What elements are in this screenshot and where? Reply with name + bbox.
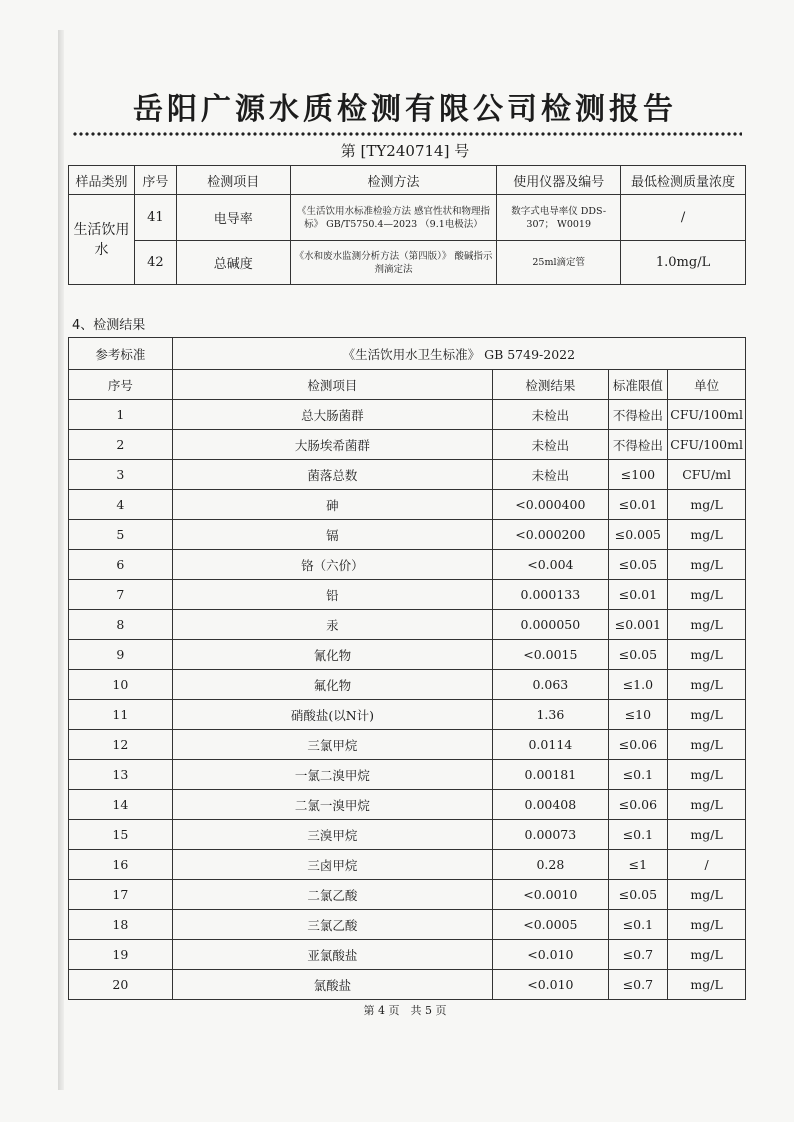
result-limit-cell: ≤0.05 — [608, 550, 668, 580]
result-value-cell: 0.00073 — [493, 820, 608, 850]
result-no-cell: 7 — [69, 580, 173, 610]
result-value-cell: 未检出 — [493, 400, 608, 430]
header-cell: 序号 — [69, 370, 173, 400]
method-desc-cell: 《生活饮用水标准检验方法 感官性状和物理指标》 GB/T5750.4—2023 （9.1电极法） — [290, 195, 497, 241]
header-cell: 样品类别 — [69, 166, 135, 195]
result-limit-cell: ≤0.1 — [608, 910, 668, 940]
result-limit-cell: ≤0.7 — [608, 940, 668, 970]
result-value-cell: 0.28 — [493, 850, 608, 880]
result-value-cell: 0.000050 — [493, 610, 608, 640]
header-cell: 使用仪器及编号 — [497, 166, 621, 195]
result-no-cell: 18 — [69, 910, 173, 940]
report-number: 第 [TY240714] 号 — [340, 142, 470, 160]
result-unit-cell: CFU/100ml — [668, 430, 746, 460]
table-row — [69, 460, 746, 490]
result-unit-cell: mg/L — [668, 580, 746, 610]
header-cell: 检测项目 — [172, 370, 492, 400]
result-no-cell: 19 — [69, 940, 173, 970]
result-limit-cell: ≤10 — [608, 700, 668, 730]
results-body — [69, 400, 746, 1000]
result-no-cell: 16 — [69, 850, 173, 880]
result-item-cell: 铬（六价） — [172, 550, 492, 580]
result-item-cell: 三溴甲烷 — [172, 820, 492, 850]
result-no-cell: 14 — [69, 790, 173, 820]
result-value-cell: <0.0015 — [493, 640, 608, 670]
result-item-cell: 氟化物 — [172, 670, 492, 700]
result-no-cell: 8 — [69, 610, 173, 640]
method-instrument-cell: 数字式电导率仪 DDS-307； W0019 — [497, 195, 621, 241]
result-limit-cell: ≤0.05 — [608, 640, 668, 670]
result-unit-cell: mg/L — [668, 490, 746, 520]
table-row — [69, 400, 746, 430]
result-value-cell: 0.00408 — [493, 790, 608, 820]
header-cell: 标准限值 — [608, 370, 668, 400]
method-no-cell: 42 — [134, 241, 176, 285]
method-instrument-cell: 25ml滴定管 — [497, 241, 621, 285]
result-value-cell: 未检出 — [493, 460, 608, 490]
result-no-cell: 3 — [69, 460, 173, 490]
result-item-cell: 总大肠菌群 — [172, 400, 492, 430]
result-unit-cell: mg/L — [668, 910, 746, 940]
result-limit-cell: ≤1.0 — [608, 670, 668, 700]
result-value-cell: <0.000200 — [493, 520, 608, 550]
table-row — [69, 970, 746, 1000]
result-no-cell: 12 — [69, 730, 173, 760]
sample-category-cell: 生活饮用水 — [69, 195, 135, 285]
report-title: 岳阳广源水质检测有限公司检测报告 — [133, 92, 677, 127]
methods-row — [69, 241, 746, 285]
result-item-cell: 大肠埃希菌群 — [172, 430, 492, 460]
header-cell: 最低检测质量浓度 — [621, 166, 746, 195]
result-value-cell: 0.00181 — [493, 760, 608, 790]
result-unit-cell: mg/L — [668, 670, 746, 700]
result-limit-cell: ≤0.06 — [608, 790, 668, 820]
result-limit-cell: ≤0.001 — [608, 610, 668, 640]
methods-table — [68, 165, 746, 285]
table-row — [69, 880, 746, 910]
table-row — [69, 670, 746, 700]
table-row — [69, 610, 746, 640]
result-value-cell: <0.000400 — [493, 490, 608, 520]
result-limit-cell: ≤0.06 — [608, 730, 668, 760]
result-item-cell: 砷 — [172, 490, 492, 520]
result-unit-cell: mg/L — [668, 790, 746, 820]
result-item-cell: 亚氯酸盐 — [172, 940, 492, 970]
header-cell: 序号 — [134, 166, 176, 195]
table-row — [69, 430, 746, 460]
results-table — [68, 337, 746, 1000]
result-limit-cell: ≤0.005 — [608, 520, 668, 550]
result-value-cell: <0.0005 — [493, 910, 608, 940]
result-item-cell: 三氯甲烷 — [172, 730, 492, 760]
result-value-cell: 1.36 — [493, 700, 608, 730]
result-unit-cell: mg/L — [668, 760, 746, 790]
result-no-cell: 9 — [69, 640, 173, 670]
result-limit-cell: ≤0.1 — [608, 760, 668, 790]
result-limit-cell: ≤0.7 — [608, 970, 668, 1000]
reference-row — [69, 338, 746, 370]
result-item-cell: 汞 — [172, 610, 492, 640]
result-unit-cell: mg/L — [668, 700, 746, 730]
result-no-cell: 20 — [69, 970, 173, 1000]
result-limit-cell: 不得检出 — [608, 400, 668, 430]
result-item-cell: 硝酸盐(以N计) — [172, 700, 492, 730]
result-limit-cell: ≤100 — [608, 460, 668, 490]
result-item-cell: 三卤甲烷 — [172, 850, 492, 880]
result-no-cell: 6 — [69, 550, 173, 580]
result-item-cell: 镉 — [172, 520, 492, 550]
result-item-cell: 菌落总数 — [172, 460, 492, 490]
method-item-cell: 总碱度 — [176, 241, 290, 285]
scan-edge — [58, 30, 64, 1090]
table-row — [69, 580, 746, 610]
method-min-conc-cell: 1.0mg/L — [621, 241, 746, 285]
result-no-cell: 15 — [69, 820, 173, 850]
result-value-cell: 0.000133 — [493, 580, 608, 610]
result-value-cell: 未检出 — [493, 430, 608, 460]
result-item-cell: 二氯一溴甲烷 — [172, 790, 492, 820]
table-row — [69, 700, 746, 730]
reference-label: 参考标准 — [69, 338, 173, 370]
table-row — [69, 820, 746, 850]
table-row — [69, 940, 746, 970]
table-row — [69, 910, 746, 940]
table-row — [69, 520, 746, 550]
result-item-cell: 氯酸盐 — [172, 970, 492, 1000]
methods-row — [69, 195, 746, 241]
header-cell: 单位 — [668, 370, 746, 400]
method-min-conc-cell: / — [621, 195, 746, 241]
result-no-cell: 5 — [69, 520, 173, 550]
result-unit-cell: mg/L — [668, 820, 746, 850]
result-value-cell: 0.0114 — [493, 730, 608, 760]
result-value-cell: <0.0010 — [493, 880, 608, 910]
result-no-cell: 13 — [69, 760, 173, 790]
result-no-cell: 4 — [69, 490, 173, 520]
dotted-divider — [72, 131, 742, 137]
result-limit-cell: ≤1 — [608, 850, 668, 880]
result-value-cell: <0.004 — [493, 550, 608, 580]
table-row — [69, 640, 746, 670]
result-value-cell: <0.010 — [493, 970, 608, 1000]
result-limit-cell: 不得检出 — [608, 430, 668, 460]
section-title: 4、检测结果 — [72, 318, 146, 333]
result-no-cell: 10 — [69, 670, 173, 700]
header-cell: 检测结果 — [493, 370, 608, 400]
method-desc-cell: 《水和废水监测分析方法（第四版）》 酸碱指示剂滴定法 — [290, 241, 497, 285]
result-item-cell: 铅 — [172, 580, 492, 610]
result-unit-cell: mg/L — [668, 550, 746, 580]
method-item-cell: 电导率 — [176, 195, 290, 241]
result-item-cell: 氰化物 — [172, 640, 492, 670]
result-limit-cell: ≤0.01 — [608, 490, 668, 520]
method-no-cell: 41 — [134, 195, 176, 241]
result-unit-cell: mg/L — [668, 970, 746, 1000]
table-row — [69, 790, 746, 820]
result-no-cell: 11 — [69, 700, 173, 730]
result-unit-cell: mg/L — [668, 610, 746, 640]
table-row — [69, 550, 746, 580]
results-header-row — [69, 370, 746, 400]
result-item-cell: 一氯二溴甲烷 — [172, 760, 492, 790]
result-unit-cell: mg/L — [668, 730, 746, 760]
result-item-cell: 三氯乙酸 — [172, 910, 492, 940]
result-limit-cell: ≤0.05 — [608, 880, 668, 910]
result-unit-cell: / — [668, 850, 746, 880]
result-limit-cell: ≤0.1 — [608, 820, 668, 850]
result-unit-cell: mg/L — [668, 940, 746, 970]
result-no-cell: 2 — [69, 430, 173, 460]
result-no-cell: 17 — [69, 880, 173, 910]
table-row — [69, 850, 746, 880]
table-row — [69, 760, 746, 790]
result-unit-cell: mg/L — [668, 880, 746, 910]
result-unit-cell: CFU/ml — [668, 460, 746, 490]
header-cell: 检测方法 — [290, 166, 497, 195]
result-no-cell: 1 — [69, 400, 173, 430]
result-unit-cell: mg/L — [668, 520, 746, 550]
result-value-cell: 0.063 — [493, 670, 608, 700]
table-row — [69, 730, 746, 760]
page-footer: 第 4 页 共 5 页 — [363, 1004, 447, 1017]
result-unit-cell: CFU/100ml — [668, 400, 746, 430]
result-unit-cell: mg/L — [668, 640, 746, 670]
methods-header-row — [69, 166, 746, 195]
reference-standard: 《生活饮用水卫生标准》 GB 5749-2022 — [172, 338, 745, 370]
result-limit-cell: ≤0.01 — [608, 580, 668, 610]
result-item-cell: 二氯乙酸 — [172, 880, 492, 910]
result-value-cell: <0.010 — [493, 940, 608, 970]
table-row — [69, 490, 746, 520]
header-cell: 检测项目 — [176, 166, 290, 195]
